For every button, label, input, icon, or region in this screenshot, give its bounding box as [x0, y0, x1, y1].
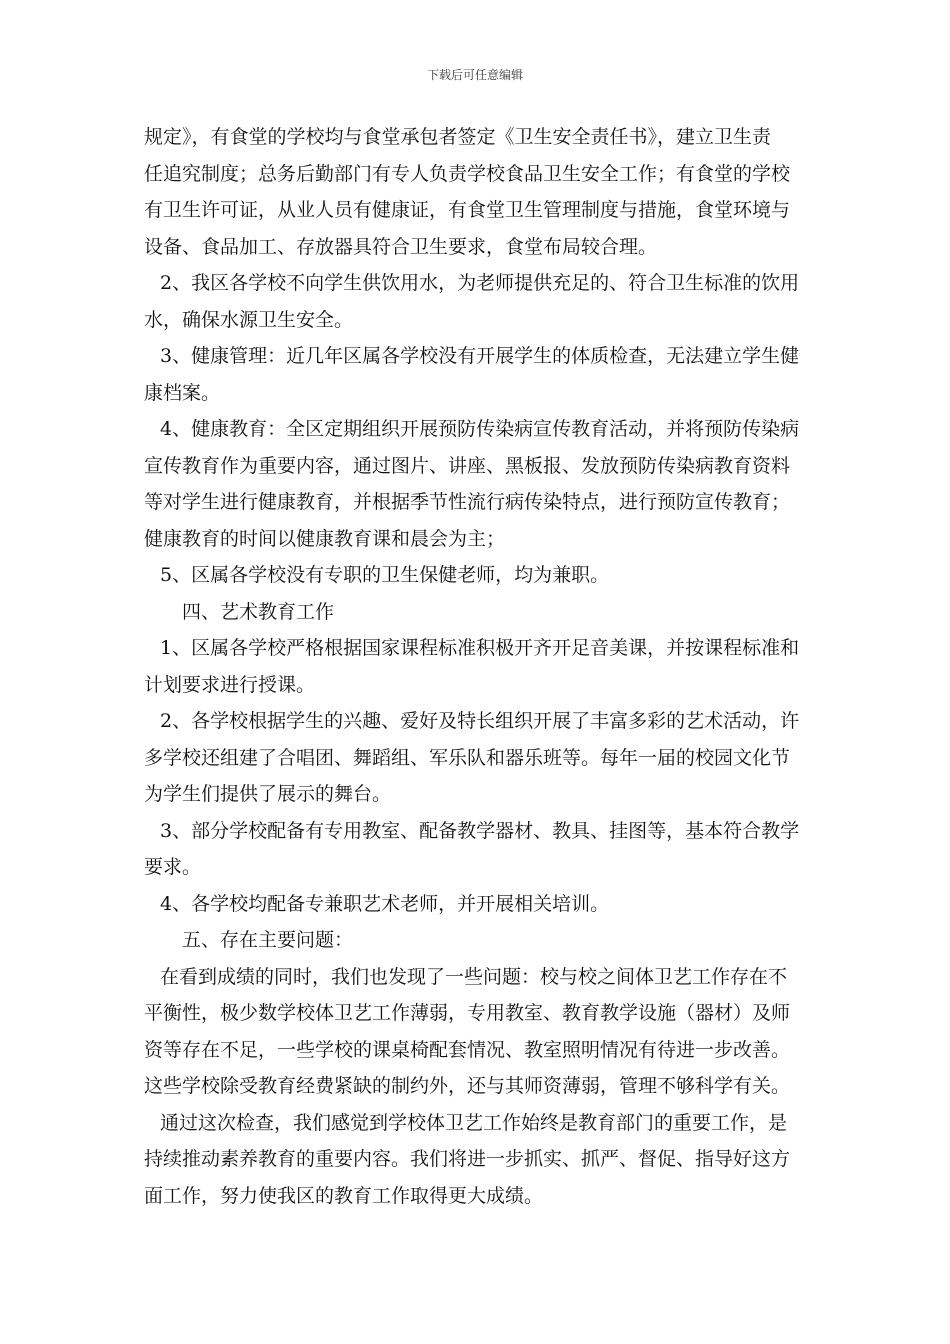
paragraph: [144, 922, 810, 959]
paragraph: [144, 1105, 810, 1215]
paragraph-first-line: 四、艺术教育工作: [182, 600, 335, 623]
paragraph-first-line: 1、区属各学校严格根据国家课程标准积极开齐开足音美课，并按课程标准和: [160, 637, 800, 659]
paragraph-first-line: 4、健康教育：全区定期组织开展预防传染病宣传教育活动，并将预防传染病: [160, 418, 800, 440]
paragraph: [144, 557, 810, 594]
paragraph-line: 资等存在不足，一些学校的课桌椅配套情况、教室照明情况有待进一步改善。: [144, 1038, 791, 1061]
paragraph-line: 等对学生进行健康教育，并根据季节性流行病传染特点，进行预防宣传教育；: [144, 491, 791, 513]
paragraph-first-line: 3、健康管理：近几年区属各学校没有开展学生的体质检查，无法建立学生健: [160, 345, 800, 367]
paragraph-line: 任追究制度；总务后勤部门有专人负责学校食品卫生安全工作；有食堂的学校: [144, 162, 791, 185]
paragraph-first-line: 在看到成绩的同时，我们也发现了一些问题：校与校之间体卫艺工作存在不: [160, 965, 788, 988]
paragraph-line: 平衡性，极少数学校体卫艺工作薄弱，专用教室、教育教学设施（器材）及师: [144, 1002, 791, 1024]
paragraph-line: 面工作，努力使我区的教育工作取得更大成绩。: [144, 1184, 544, 1207]
paragraph-line: 这些学校除受教育经费紧缺的制约外，还与其师资薄弱，管理不够科学有关。: [144, 1075, 791, 1097]
paragraph: [144, 338, 810, 411]
paragraph-line: 为学生们提供了展示的舞台。: [144, 783, 392, 805]
paragraph: [144, 630, 810, 703]
paragraph-line: 设备、食品加工、存放器具符合卫生要求，食堂布局较合理。: [144, 235, 658, 258]
paragraph-line: 多学校还组建了合唱团、舞蹈组、军乐队和器乐班等。每年一届的校园文化节: [144, 746, 791, 769]
paragraph-line: 持续推动素养教育的重要内容。我们将进一步抓实、抓严、督促、指导好这方: [144, 1148, 791, 1170]
paragraph-first-line: 4、各学校均配备专兼职艺术老师，并开展相关培训。: [160, 892, 610, 915]
paragraph: [144, 886, 810, 923]
paragraph-first-line: 2、我区各学校不向学生供饮用水，为老师提供充足的、符合卫生标准的饮用: [160, 272, 800, 294]
paragraph-first-line: 3、部分学校配备有专用教室、配备教学器材、教具、挂图等，基本符合教学: [160, 819, 800, 842]
page-header: 下载后可任意编辑: [426, 68, 523, 82]
paragraph: [144, 594, 810, 631]
paragraph-line: 水，确保水源卫生安全。: [144, 308, 354, 331]
paragraph: [144, 119, 810, 265]
paragraph-first-line: 5、区属各学校没有专职的卫生保健老师，均为兼职。: [160, 564, 610, 586]
paragraph-line: 健康教育的时间以健康教育课和晨会为主；: [144, 527, 506, 550]
paragraph: [144, 813, 810, 886]
paragraph-line: 康档案。: [144, 381, 221, 404]
paragraph-first-line: 规定》，有食堂的学校均与食堂承包者签定《卫生安全责任书》，建立卫生责: [144, 126, 772, 148]
paragraph: [144, 959, 810, 1105]
document-body: [144, 119, 810, 1214]
paragraph-line: 计划要求进行授课。: [144, 673, 316, 696]
paragraph-first-line: 通过这次检查，我们感觉到学校体卫艺工作始终是教育部门的重要工作，是: [160, 1111, 788, 1134]
paragraph: [144, 411, 810, 557]
paragraph-line: 有卫生许可证，从业人员有健康证，有食堂卫生管理制度与措施，食堂环境与: [144, 199, 791, 221]
paragraph-first-line: 五、存在主要问题：: [182, 929, 354, 951]
paragraph-line: 要求。: [144, 856, 202, 878]
paragraph-line: 宣传教育作为重要内容，通过图片、讲座、黑板报、发放预防传染病教育资料: [144, 454, 791, 477]
paragraph-first-line: 2、各学校根据学生的兴趣、爱好及特长组织开展了丰富多彩的艺术活动，许: [160, 710, 800, 732]
paragraph: [144, 703, 810, 813]
paragraph: [144, 265, 810, 338]
